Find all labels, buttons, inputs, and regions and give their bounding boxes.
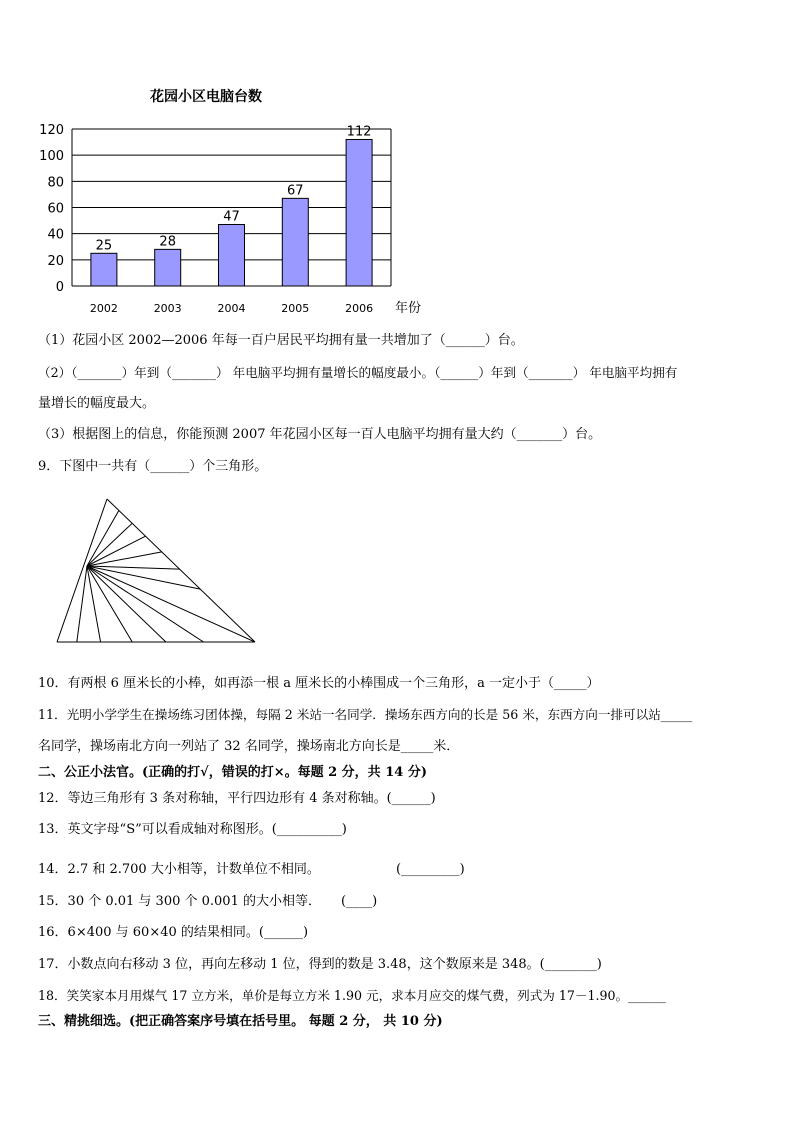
question-8-2-line1: （2）（_______）年到（_______） 年电脑平均拥有量增长的幅度最小。（______）年到（_______） 年电脑平均拥有 xyxy=(38,365,678,380)
question-11-line2: 名同学，操场南北方向一列站了 32 名同学，操场南北方向长是_____米． xyxy=(38,739,460,754)
x-tick-label: 2004 xyxy=(217,302,246,315)
section-2-heading: 二、公正小法官。(正确的打√，错误的打×。每题 2 分，共 14 分) xyxy=(38,765,427,780)
data-label: 47 xyxy=(223,209,240,225)
question-18: 18．笑笑家本月用煤气 17 立方米，单价是每立方米 1.90 元，求本月应交的煤气费，列式为 17－1.90。______ xyxy=(38,988,666,1003)
triangle-right-side xyxy=(107,499,255,642)
bar xyxy=(155,249,181,286)
y-tick-label: 100 xyxy=(39,149,64,165)
bar xyxy=(282,198,308,286)
question-17: 17．小数点向右移动 3 位，再向左移动 1 位，得到的数是 3.48，这个数原来是 348。(________) xyxy=(38,957,602,972)
data-label: 25 xyxy=(95,238,113,254)
triangle-figure xyxy=(50,496,262,648)
x-axis-label: 年份 xyxy=(395,301,422,316)
data-label: 28 xyxy=(159,234,176,250)
question-11-line1: 11．光明小学学生在操场练习团体操，每隔 2 米站一名同学．操场东西方向的长是 56 米，东西方向一排可以站_____ xyxy=(38,707,693,722)
bar xyxy=(219,225,245,286)
y-tick-label: 0 xyxy=(55,280,64,295)
question-16: 16．6×400 与 60×40 的结果相同。(______) xyxy=(38,925,309,940)
question-14-blank: (_________) xyxy=(396,862,465,877)
question-12: 12．等边三角形有 3 条对称轴，平行四边形有 4 条对称轴。(______) xyxy=(38,791,436,806)
y-tick-label: 60 xyxy=(47,201,64,217)
x-tick-label: 2002 xyxy=(89,302,118,315)
question-8-2-line2: 量增长的幅度最大。 xyxy=(38,396,156,411)
y-tick-label: 80 xyxy=(47,175,64,191)
x-tick-label: 2006 xyxy=(345,302,374,315)
question-15: 15．30 个 0.01 与 300 个 0.001 的大小相等． xyxy=(38,894,321,909)
y-tick-label: 40 xyxy=(47,227,64,243)
question-9: 9．下图中一共有（______）个三角形。 xyxy=(38,459,268,474)
segment-to-base xyxy=(77,566,87,642)
data-label: 112 xyxy=(346,124,372,140)
x-tick-label: 2003 xyxy=(153,302,182,315)
bar xyxy=(91,253,117,286)
chart-title: 花园小区电脑台数 xyxy=(150,89,262,105)
question-15-blank: (____) xyxy=(341,894,378,909)
y-tick-label: 20 xyxy=(47,253,64,269)
segment-to-corner xyxy=(87,566,255,642)
question-10: 10．有两根 6 厘米长的小棒，如再添一根 a 厘米长的小棒围成一个三角形，a 一定小于（_____） xyxy=(38,676,600,691)
y-tick-label: 120 xyxy=(39,123,64,138)
segment-to-right-side xyxy=(87,523,132,566)
x-tick-label: 2005 xyxy=(281,302,310,315)
bar xyxy=(346,139,372,286)
data-label: 67 xyxy=(287,183,304,199)
bar-chart xyxy=(30,118,450,323)
question-8-1: （1）花园小区 2002—2006 年每一百户居民平均拥有量一共增加了（______）台。 xyxy=(38,333,524,348)
question-13: 13．英文字母“S”可以看成轴对称图形。(__________) xyxy=(38,822,347,837)
triangle-left-side xyxy=(57,499,107,642)
segment-to-right-side xyxy=(87,552,162,566)
section-3-heading: 三、精挑细选。(把正确答案序号填在括号里。 每题 2 分， 共 10 分) xyxy=(38,1014,443,1029)
question-8-3: （3）根据图上的信息，你能预测 2007 年花园小区每一百人电脑平均拥有量大约（_______）台。 xyxy=(38,427,602,442)
question-14: 14．2.7 和 2.700 大小相等，计数单位不相同。 xyxy=(38,862,320,877)
